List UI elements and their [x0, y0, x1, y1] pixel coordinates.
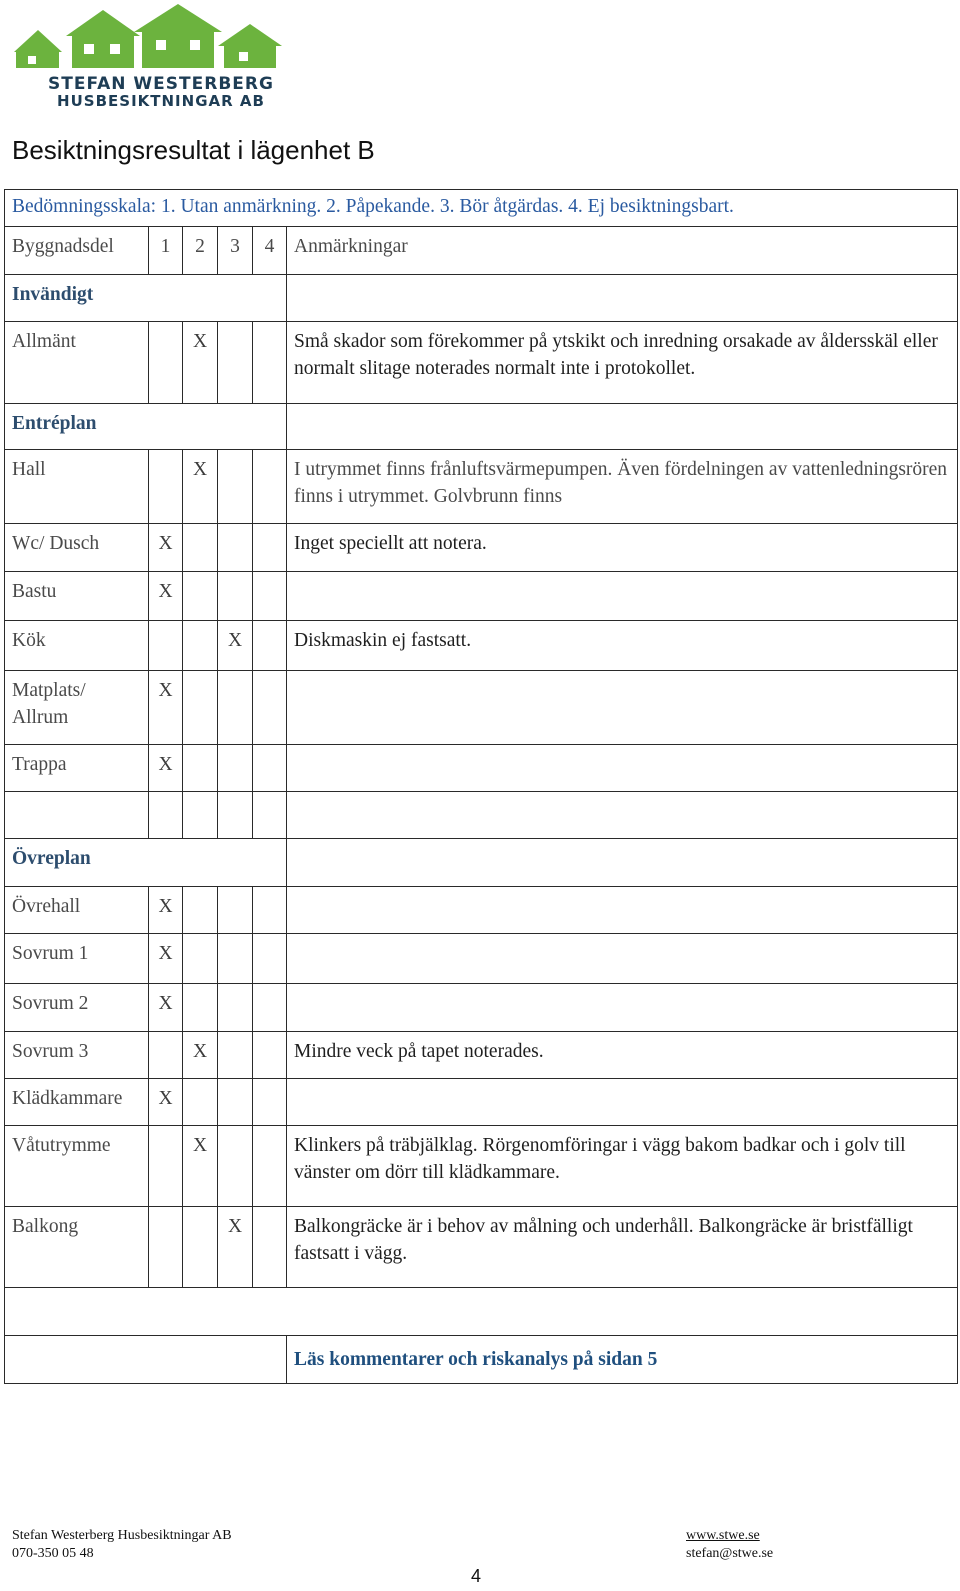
footer-website-link[interactable]: www.stwe.se: [686, 1528, 760, 1543]
mark-cell: [218, 745, 253, 792]
part-cell: Trappa: [5, 745, 149, 792]
part-cell: Våtutrymme: [5, 1126, 149, 1207]
logo-company-subtitle: HUSBESIKTNINGAR AB: [57, 92, 265, 110]
remark-cell: [287, 839, 958, 887]
section-invandigt: Invändigt: [5, 275, 287, 322]
remark-cell: Diskmaskin ej fastsatt.: [287, 621, 958, 671]
remark-cell: [287, 887, 958, 934]
section-row: [5, 839, 958, 887]
mark-cell: [218, 984, 253, 1032]
mark-cell: [253, 984, 287, 1032]
remark-cell: Klinkers på träbjälklag. Rörgenomföringar i vägg bakom badkar och i golv till vänster om dörr till klädkammare.: [287, 1126, 958, 1207]
remark-cell: [287, 1079, 958, 1126]
rating-scale: Bedömningsskala: 1. Utan anmärkning. 2. Påpekande. 3. Bör åtgärdas. 4. Ej besiktningsbart.: [5, 190, 958, 227]
mark-cell: [149, 450, 183, 524]
houses-logo-icon: [14, 4, 286, 74]
mark-cell: [253, 524, 287, 572]
mark-cell: [253, 450, 287, 524]
header-remarks: Anmärkningar: [287, 227, 958, 275]
mark-cell: [218, 671, 253, 745]
header-row: [5, 227, 958, 275]
scale-row: [5, 190, 958, 227]
mark-cell: X: [149, 572, 183, 621]
mark-cell: X: [183, 450, 218, 524]
mark-cell: X: [183, 322, 218, 404]
header-3: 3: [218, 227, 253, 275]
remark-cell: Inget speciellt att notera.: [287, 524, 958, 572]
mark-cell: X: [218, 621, 253, 671]
mark-cell: [183, 671, 218, 745]
mark-cell: [149, 1032, 183, 1079]
header-4: 4: [253, 227, 287, 275]
mark-cell: [218, 1079, 253, 1126]
mark-cell: [253, 322, 287, 404]
empty-cell: [5, 1288, 958, 1336]
part-cell: Sovrum 1: [5, 934, 149, 984]
remark-cell: [287, 934, 958, 984]
part-cell: Kök: [5, 621, 149, 671]
remark-cell: I utrymmet finns frånluftsvärmepumpen. Även fördelningen av vattenledningsrören finns i utrymmet. Golvbrunn finns: [287, 450, 958, 524]
section-entreplan: Entréplan: [5, 404, 287, 450]
part-cell: Matplats/ Allrum: [5, 671, 149, 745]
footer-phone: 070-350 05 48: [12, 1546, 94, 1561]
table-row: [5, 887, 958, 934]
mark-cell: [183, 934, 218, 984]
table-row: [5, 524, 958, 572]
table-row: [5, 934, 958, 984]
remark-cell: [287, 792, 958, 839]
mark-cell: X: [149, 671, 183, 745]
table-row: [5, 1207, 958, 1288]
table-row: [5, 1032, 958, 1079]
mark-cell: X: [183, 1032, 218, 1079]
mark-cell: [218, 1032, 253, 1079]
mark-cell: [253, 1079, 287, 1126]
remark-cell: [287, 572, 958, 621]
remark-cell: Små skador som förekommer på ytskikt och inredning orsakade av åldersskäl eller normalt slitage noterades normalt inte i protokollet.: [287, 322, 958, 404]
mark-cell: [253, 1126, 287, 1207]
table-row: [5, 322, 958, 404]
mark-cell: [183, 887, 218, 934]
mark-cell: [149, 1207, 183, 1288]
mark-cell: X: [218, 1207, 253, 1288]
empty-cell: [5, 1336, 287, 1384]
table-row: [5, 745, 958, 792]
remark-cell: [287, 275, 958, 322]
mark-cell: X: [149, 745, 183, 792]
table-row: [5, 671, 958, 745]
footer-right: [686, 1527, 773, 1563]
mark-cell: [183, 1079, 218, 1126]
table-row: [5, 1079, 958, 1126]
mark-cell: [218, 572, 253, 621]
mark-cell: [218, 1126, 253, 1207]
mark-cell: [253, 792, 287, 839]
part-cell: Wc/ Dusch: [5, 524, 149, 572]
mark-cell: X: [149, 887, 183, 934]
part-cell: Sovrum 3: [5, 1032, 149, 1079]
mark-cell: [149, 322, 183, 404]
mark-cell: [218, 322, 253, 404]
mark-cell: [218, 524, 253, 572]
page-title: Besiktningsresultat i lägenhet B: [12, 135, 375, 165]
footer-company: Stefan Westerberg Husbesiktningar AB: [12, 1528, 232, 1543]
mark-cell: [149, 1126, 183, 1207]
remark-cell: [287, 745, 958, 792]
mark-cell: [253, 745, 287, 792]
table-row: [5, 621, 958, 671]
mark-cell: [183, 1207, 218, 1288]
footer-left: [12, 1527, 232, 1563]
mark-cell: [183, 621, 218, 671]
mark-cell: [218, 887, 253, 934]
see-page-5-link[interactable]: Läs kommentarer och riskanalys på sidan 5: [287, 1336, 958, 1384]
mark-cell: [253, 1032, 287, 1079]
remark-cell: Mindre veck på tapet noterades.: [287, 1032, 958, 1079]
section-row: [5, 404, 958, 450]
table-row: [5, 572, 958, 621]
company-logo: [14, 4, 286, 108]
mark-cell: X: [149, 934, 183, 984]
header-2: 2: [183, 227, 218, 275]
mark-cell: [183, 792, 218, 839]
mark-cell: X: [183, 1126, 218, 1207]
mark-cell: X: [149, 524, 183, 572]
mark-cell: [253, 887, 287, 934]
remark-cell: [287, 984, 958, 1032]
part-cell: Klädkammare: [5, 1079, 149, 1126]
table-row: [5, 450, 958, 524]
mark-cell: [149, 792, 183, 839]
mark-cell: [253, 934, 287, 984]
mark-cell: [183, 984, 218, 1032]
inspection-table: [4, 189, 958, 1384]
section-ovreplan: Övreplan: [5, 839, 287, 887]
mark-cell: [218, 450, 253, 524]
mark-cell: [253, 671, 287, 745]
remark-cell: Balkongräcke är i behov av målning och underhåll. Balkongräcke är bristfälligt fastsatt i vägg.: [287, 1207, 958, 1288]
part-cell: [5, 792, 149, 839]
mark-cell: [218, 934, 253, 984]
remark-cell: [287, 404, 958, 450]
table-row: [5, 1126, 958, 1207]
part-cell: Hall: [5, 450, 149, 524]
mark-cell: [253, 621, 287, 671]
part-cell: Balkong: [5, 1207, 149, 1288]
mark-cell: [253, 1207, 287, 1288]
part-cell: Allmänt: [5, 322, 149, 404]
link-row: [5, 1336, 958, 1384]
remark-cell: [287, 671, 958, 745]
mark-cell: X: [149, 984, 183, 1032]
empty-row: [5, 792, 958, 839]
page-number: 4: [471, 1566, 482, 1586]
header-1: 1: [149, 227, 183, 275]
mark-cell: [183, 572, 218, 621]
part-cell: Bastu: [5, 572, 149, 621]
mark-cell: [149, 621, 183, 671]
header-part: Byggnadsdel: [5, 227, 149, 275]
part-cell: Övrehall: [5, 887, 149, 934]
footer-email-link[interactable]: stefan@stwe.se: [686, 1546, 774, 1561]
table-row: [5, 984, 958, 1032]
part-cell: Sovrum 2: [5, 984, 149, 1032]
mark-cell: [183, 745, 218, 792]
section-row: [5, 275, 958, 322]
mark-cell: [253, 572, 287, 621]
logo-company-name: STEFAN WESTERBERG: [48, 74, 274, 94]
empty-row: [5, 1288, 958, 1336]
mark-cell: [218, 792, 253, 839]
mark-cell: [183, 524, 218, 572]
mark-cell: X: [149, 1079, 183, 1126]
